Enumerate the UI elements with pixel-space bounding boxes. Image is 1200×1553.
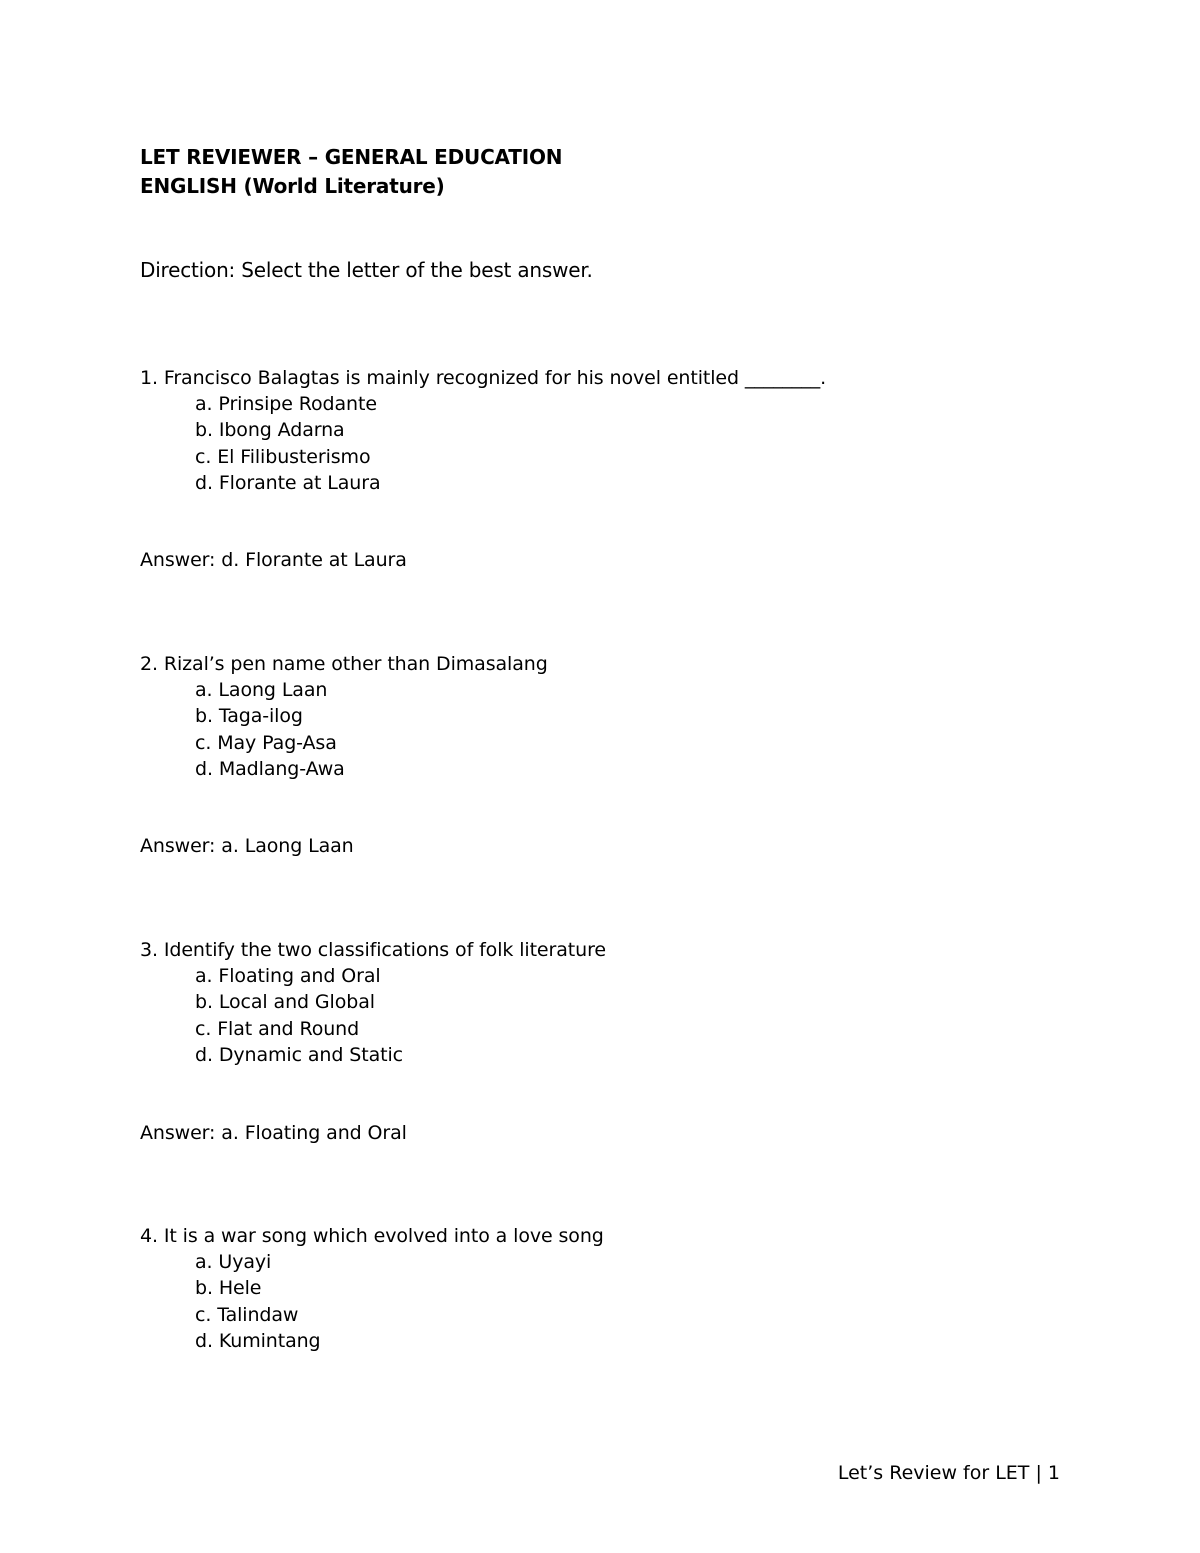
choice-a: a. Uyayi bbox=[195, 1251, 272, 1273]
choice-b: b. Local and Global bbox=[195, 991, 375, 1014]
choice-c: c. El Filibusterismo bbox=[195, 445, 371, 468]
page-footer: Let’s Review for LET | 1 bbox=[837, 1462, 1060, 1484]
answer-1: Answer: d. Florante at Laura bbox=[140, 549, 407, 571]
question-2 bbox=[140, 651, 1040, 782]
choice-d: d. Madlang-Awa bbox=[195, 757, 345, 780]
document-title: LET REVIEWER – GENERAL EDUCATION bbox=[140, 145, 563, 169]
choice-c: c. Talindaw bbox=[195, 1303, 299, 1326]
answer-2: Answer: a. Laong Laan bbox=[140, 835, 354, 857]
choice-list bbox=[140, 1249, 1040, 1354]
choice-d: d. Dynamic and Static bbox=[195, 1043, 403, 1066]
choice-c: c. Flat and Round bbox=[195, 1017, 360, 1040]
choice-b: b. Hele bbox=[195, 1277, 262, 1300]
answer-3: Answer: a. Floating and Oral bbox=[140, 1122, 407, 1144]
choice-b: b. Ibong Adarna bbox=[195, 419, 345, 442]
document-subtitle: ENGLISH (World Literature) bbox=[140, 174, 445, 198]
choice-c: c. May Pag-Asa bbox=[195, 731, 337, 754]
question-text: 2. Rizal’s pen name other than Dimasalang bbox=[140, 653, 548, 675]
question-4 bbox=[140, 1223, 1040, 1354]
choice-list bbox=[140, 677, 1040, 782]
choice-a: a. Floating and Oral bbox=[195, 965, 381, 987]
direction-text: Direction: Select the letter of the best answer. bbox=[140, 258, 593, 282]
choice-b: b. Taga-ilog bbox=[195, 705, 303, 728]
question-3 bbox=[140, 937, 1040, 1068]
choice-d: d. Florante at Laura bbox=[195, 471, 381, 494]
choice-a: a. Laong Laan bbox=[195, 679, 328, 701]
choice-list bbox=[140, 963, 1040, 1068]
question-1 bbox=[140, 365, 1040, 496]
question-text: 4. It is a war song which evolved into a love song bbox=[140, 1225, 604, 1247]
question-text: 1. Francisco Balagtas is mainly recognized for his novel entitled ________. bbox=[140, 367, 827, 389]
choice-d: d. Kumintang bbox=[195, 1329, 321, 1352]
choice-list bbox=[140, 391, 1040, 496]
question-text: 3. Identify the two classifications of folk literature bbox=[140, 939, 606, 961]
choice-a: a. Prinsipe Rodante bbox=[195, 393, 377, 415]
